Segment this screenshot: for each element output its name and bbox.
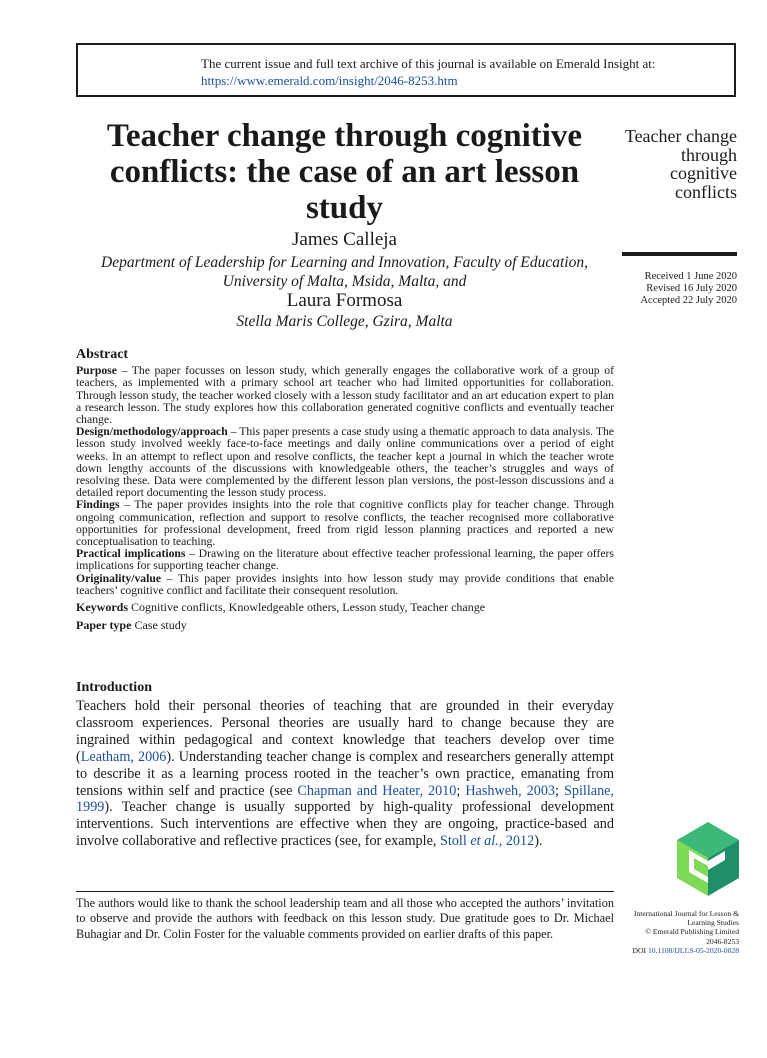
doi-label: DOI — [632, 945, 648, 955]
purpose-label: Purpose — [76, 364, 117, 378]
citation-link[interactable]: Chapman and Heater, 2010 — [297, 782, 457, 799]
design-label: Design/methodology/approach — [76, 425, 228, 439]
abstract-purpose — [76, 365, 614, 426]
margin-divider — [622, 252, 737, 256]
intro-text: ). Understanding teacher change is complex and researchers generally attempt to describe it as a learning process rooted in the teacher’s own practice, emanating from tensions within self and practice (see — [76, 748, 614, 799]
article-title: Teacher change through cognitive conflicts: the case of an art lesson study — [106, 118, 583, 226]
findings-text: – The paper provides insights into the role that cognitive conflicts play for teacher change. Through ongoing communication, reflection and support to resolve conflicts, the teacher recognised more collaborative opportunities for professional development, freed from rigid lesson planning practices and reported a new conceptualisation to teaching. — [76, 498, 614, 549]
abstract-design — [76, 426, 614, 499]
practical-text: – Drawing on the literature about effective teacher professional learning, the paper offers implications for supporting teacher change. — [76, 547, 614, 573]
purpose-text: – The paper focusses on lesson study, which generally engages the collaborative work of a group of teachers, as implemented with a primary school art teacher who had limited opportunities for collaboration. Through lesson study, the teacher worked closely with a lesson study facilitator and an art education expert to plan a research lesson. The study explores how this collaboration generated cognitive conflicts and eventually teacher change. — [76, 364, 614, 427]
archive-notice-text: The current issue and full text archive of this journal is available on Emerald Insight at: — [201, 56, 656, 71]
running-title: Teacher change through cognitive conflicts — [624, 126, 737, 202]
citation-link[interactable]: Hashweh, 2003 — [465, 782, 556, 799]
author-affiliation-1: Department of Leadership for Learning and Innovation, Faculty of Education, University of Malta, Msida, Malta, and — [101, 254, 588, 290]
journal-logo-icon — [677, 822, 739, 896]
abstract-findings — [76, 499, 614, 548]
introduction-paragraph — [76, 698, 614, 850]
findings-label: Findings — [76, 498, 120, 512]
intro-text: ). Teacher change is usually supported by high-quality professional development interventions. Such interventions are effective when they are ongoing, practice-based and involve collaborative and reflective practices (see, for example, — [76, 799, 614, 850]
journal-info — [615, 909, 739, 955]
papertype-text: Case study — [131, 618, 187, 633]
journal-doi — [615, 946, 739, 955]
intro-text: ; — [456, 782, 466, 799]
abstract-originality — [76, 573, 614, 597]
received-date: Received 1 June 2020 — [644, 271, 737, 282]
doi-link[interactable]: 10.1108/IJLLS-05-2020-0028 — [647, 945, 739, 955]
abstract-practical — [76, 548, 614, 572]
abstract-heading: Abstract — [76, 347, 129, 362]
keywords-label: Keywords — [76, 600, 128, 615]
archive-url-link[interactable]: https://www.emerald.com/insight/2046-8253.htm — [201, 73, 458, 88]
footnote-divider — [76, 891, 614, 892]
accepted-date: Accepted 22 July 2020 — [640, 295, 737, 306]
citation-year: , 2012 — [498, 833, 535, 850]
abstract-section — [76, 349, 614, 631]
article-dates — [610, 271, 737, 307]
originality-label: Originality/value — [76, 571, 162, 585]
papertype-label: Paper type — [76, 618, 132, 633]
revised-date: Revised 16 July 2020 — [646, 283, 737, 294]
citation-author: Stoll — [439, 833, 467, 850]
journal-name: International Journal for Lesson & Learning Studies — [633, 909, 739, 928]
author-name-1: James Calleja — [292, 229, 397, 250]
originality-text: – This paper provides insights into how lesson study may provide conditions that enable teachers’ cognitive conflict and facilitate their consequent resolution. — [76, 571, 614, 597]
citation-etal: et al. — [470, 833, 499, 850]
intro-text: ). — [534, 833, 543, 850]
intro-text: Teachers hold their personal theories of teaching that are grounded in their everyday classroom experiences. Personal theories are usually hard to change because they are ingrained within pedagogical and context knowledge that teachers develop over time ( — [76, 698, 614, 765]
author-affiliation-2: Stella Maris College, Gzira, Malta — [236, 313, 453, 330]
acknowledgement-footnote: The authors would like to thank the school leadership team and all those who accepted the authors’ invitation to observe and provide the authors with feedback on this lesson study. Due gratitude goes to Dr. Michael Buhagiar and Dr. Colin Foster for the valuable comments provided on earlier drafts of this paper. — [76, 896, 614, 941]
citation-link[interactable]: Spillane, 1999 — [76, 782, 615, 816]
introduction-heading: Introduction — [76, 680, 152, 695]
citation-link[interactable] — [440, 833, 534, 849]
design-text: – This paper presents a case study using a thematic approach to data analysis. The lesson study involved weekly face-to-face meetings and daily online communications over a period of eight weeks. In an attempt to reflect upon and resolve conflicts, the teacher kept a journal in which the teacher wrote down lengthy accounts of the discussions with knowledgeable others, the teacher’s struggles and ways of resolving these. Data were complemented by the different lesson plan versions, the post-lesson discussions and a detailed report documenting the lesson study process. — [76, 425, 614, 500]
journal-copyright: © Emerald Publishing Limited — [645, 927, 739, 937]
journal-issn: 2046-8253 — [706, 936, 739, 946]
citation-link[interactable]: Leatham, 2006 — [80, 748, 167, 765]
author-name-2: Laura Formosa — [286, 290, 403, 311]
intro-text: ; — [555, 782, 564, 799]
paper-type — [76, 619, 614, 631]
introduction-section — [76, 680, 614, 850]
archive-notice-box — [76, 43, 736, 97]
practical-label: Practical implications — [76, 547, 186, 561]
keywords-text: Cognitive conflicts, Knowledgeable others, Lesson study, Teacher change — [128, 600, 486, 615]
keywords — [76, 601, 614, 613]
